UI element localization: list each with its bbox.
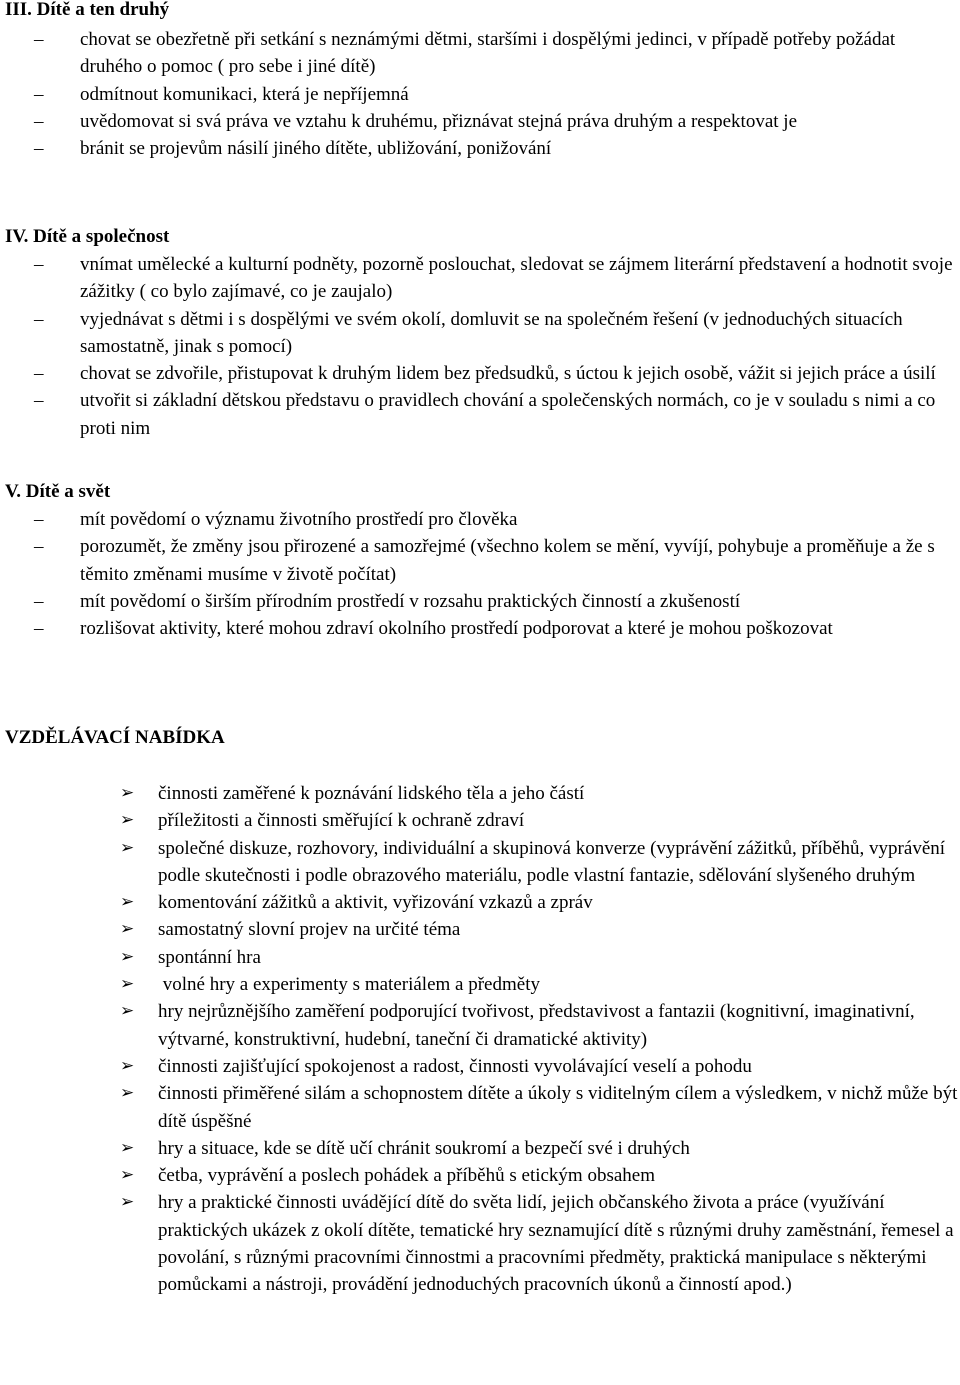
list-item: – mít povědomí o širším přírodním prostředí v rozsahu praktických činností a zkušeností: [0, 588, 960, 615]
dash-bullet-icon: –: [34, 138, 44, 160]
arrowhead-bullet-icon: ➢: [120, 892, 135, 913]
arrowhead-bullet-icon: ➢: [120, 1165, 135, 1186]
dash-bullet-icon: –: [34, 83, 44, 105]
dash-bullet-icon: –: [34, 618, 44, 640]
dash-bullet-icon: –: [34, 308, 44, 330]
arrowhead-bullet-icon: ➢: [120, 974, 135, 995]
section-iv-list: [0, 251, 960, 442]
list-item: ➢ samostatný slovní projev na určité téma: [0, 916, 960, 943]
list-item: ➢ hry a situace, kde se dítě učí chránit soukromí a bezpečí své i druhých: [0, 1135, 960, 1162]
list-item: ➢ společné diskuze, rozhovory, individuální a skupinová konverze (vyprávění zážitků, příběhů, vyprávění podle skutečnosti i podle obrazového materiálu, podle vlastní fantazie, sdělování slyšeného druhým: [0, 835, 960, 890]
list-item: – vyjednávat s dětmi i s dospělými ve svém okolí, domluvit se na společném řešení (v jednoduchých situacích samostatně, jinak s pomocí): [0, 306, 960, 361]
list-item: ➢ činnosti přiměřené silám a schopnostem dítěte a úkoly s viditelným cílem a výsledkem, v nichž může být dítě úspěšné: [0, 1080, 960, 1135]
list-item: ➢ činnosti zajišťující spokojenost a radost, činnosti vyvolávající veselí a pohodu: [0, 1053, 960, 1080]
list-item: ➢ příležitosti a činnosti směřující k ochraně zdraví: [0, 807, 960, 834]
section-v-list: [0, 506, 960, 642]
arrowhead-bullet-icon: ➢: [120, 783, 135, 803]
list-item: ➢ komentování zážitků a aktivit, vyřizování vzkazů a zpráv: [0, 889, 960, 916]
dash-bullet-icon: –: [34, 363, 44, 385]
dash-bullet-icon: –: [34, 536, 44, 558]
list-item: ➢ činnosti zaměřené k poznávání lidského těla a jeho částí: [0, 780, 960, 807]
arrowhead-bullet-icon: ➢: [120, 837, 135, 858]
list-item: – utvořit si základní dětskou představu o pravidlech chování a společenských normách, co je v souladu s nimi a co proti nim: [0, 387, 960, 442]
list-item: – vnímat umělecké a kulturní podněty, pozorně poslouchat, sledovat se zájmem literární představení a hodnotit svoje zážitky ( co bylo zajímavé, co je zaujalo): [0, 251, 960, 306]
arrowhead-bullet-icon: ➢: [120, 810, 135, 831]
arrowhead-bullet-icon: ➢: [120, 1137, 135, 1158]
list-item: ➢ spontánní hra: [0, 944, 960, 971]
offer-list: [0, 780, 960, 1299]
dash-bullet-icon: –: [34, 254, 44, 275]
list-item: ➢ hry nejrůznějšího zaměření podporující tvořivost, představivost a fantazii (kognitivní, imaginativní, výtvarné, konstruktivní, hudební, taneční či dramatické aktivity): [0, 998, 960, 1053]
arrowhead-bullet-icon: ➢: [120, 946, 135, 967]
arrowhead-bullet-icon: ➢: [120, 919, 135, 940]
list-item: – bránit se projevům násilí jiného dítěte, ubližování, ponižování: [0, 135, 960, 162]
list-item: – rozlišovat aktivity, které mohou zdraví okolního prostředí podporovat a které je mohou poškozovat: [0, 615, 960, 642]
list-item: – uvědomovat si svá práva ve vztahu k druhému, přiznávat stejná práva druhým a respektovat je: [0, 108, 960, 135]
list-item: – chovat se obezřetně při setkání s neznámými dětmi, staršími i dospělými jedinci, v případě potřeby požádat druhého o pomoc ( pro sebe i jiné dítě): [0, 26, 960, 81]
list-item: – porozumět, že změny jsou přirozené a samozřejmé (všechno kolem se mění, vyvíjí, pohybuje a proměňuje a že s těmito změnami musíme v životě počítat): [0, 533, 960, 588]
section-heading-v: V. Dítě a svět: [5, 481, 111, 502]
list-item: – odmítnout komunikaci, která je nepříjemná: [0, 81, 960, 108]
dash-bullet-icon: –: [34, 509, 44, 530]
section-heading-iii: III. Dítě a ten druhý: [5, 0, 170, 20]
arrowhead-bullet-icon: ➢: [120, 1192, 135, 1213]
list-item: – chovat se zdvořile, přistupovat k druhým lidem bez předsudků, s úctou k jejich osobě, vážit si jejich práce a úsilí: [0, 360, 960, 387]
list-item: ➢ četba, vyprávění a poslech pohádek a příběhů s etickým obsahem: [0, 1162, 960, 1189]
list-item: ➢ hry a praktické činnosti uvádějící dítě do světa lidí, jejich občanského života a práce (využívání praktických ukázek z okolí dítěte, tematické hry seznamující dítě s různými druhy zaměstnání, řemesel a povolání, s různými pracovními činnostmi a pracovními předměty, praktická manipulace s některými pomůckami a nástroji, provádění jednoduchých pracovních úkonů a činností apod.): [0, 1189, 960, 1298]
arrowhead-bullet-icon: ➢: [120, 1055, 135, 1076]
dash-bullet-icon: –: [34, 390, 44, 412]
dash-bullet-icon: –: [34, 110, 44, 132]
list-item: ➢ volné hry a experimenty s materiálem a předměty: [0, 971, 960, 998]
arrowhead-bullet-icon: ➢: [120, 1001, 135, 1022]
section-iii-list: [0, 26, 960, 162]
arrowhead-bullet-icon: ➢: [120, 1083, 135, 1104]
section-heading-iv: IV. Dítě a společnost: [5, 226, 170, 247]
offer-title: VZDĚLÁVACÍ NABÍDKA: [5, 727, 225, 748]
list-item: – mít povědomí o významu životního prostředí pro člověka: [0, 506, 960, 533]
dash-bullet-icon: –: [34, 29, 44, 50]
dash-bullet-icon: –: [34, 590, 44, 612]
